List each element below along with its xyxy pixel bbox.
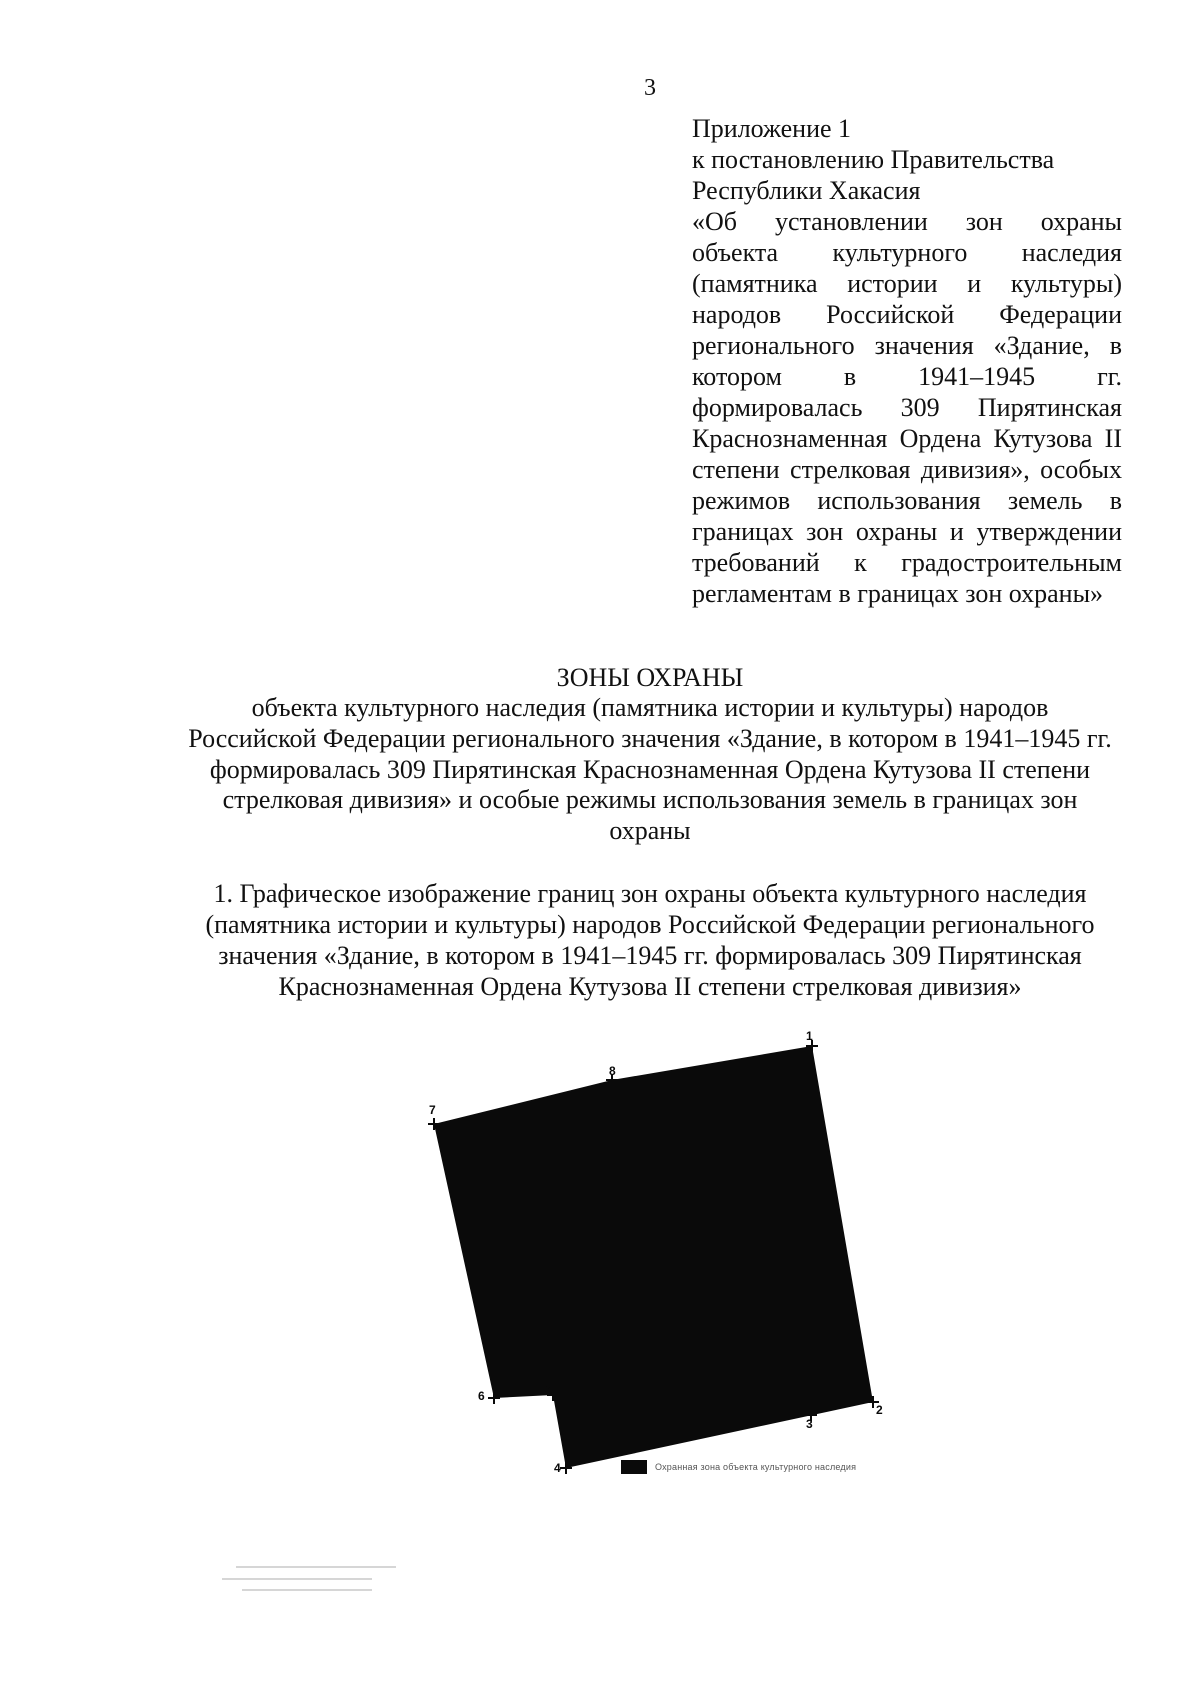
zone-subtitle-line: Российской Федерации регионального значения «Здание, в котором в 1941–1945 гг. (188, 723, 1112, 753)
appendix-line: Краснознаменная Ордена Кутузова II (692, 424, 1122, 453)
vertex-label-5: 5 (544, 1381, 551, 1395)
zone-subtitle-line: стрелковая дивизия» и особые режимы использования земель в границах зон (222, 785, 1078, 815)
protected-zone-polygon (434, 1046, 873, 1468)
appendix-line: требований к градостроительным (692, 548, 1122, 577)
legend-label: Охранная зона объекта культурного наследия (655, 1462, 857, 1472)
appendix-line: степени стрелковая дивизия», особых (692, 455, 1122, 484)
vertex-label-1: 1 (806, 1029, 813, 1043)
vertex-label-7: 7 (429, 1103, 436, 1117)
faint-stamp-mark (222, 1560, 422, 1600)
zone-subtitle-line: охраны (609, 816, 691, 846)
vertex-label-3: 3 (806, 1417, 813, 1431)
appendix-line: формировалась 309 Пирятинская (692, 393, 1122, 422)
appendix-line: к постановлению Правительства (692, 145, 1055, 174)
appendix-line: Республики Хакасия (692, 176, 921, 205)
appendix-line: «Об установлении зон охраны (692, 207, 1122, 236)
appendix-line: (памятника истории и культуры) (692, 269, 1122, 298)
appendix-line: регламентам в границах зон охраны» (692, 579, 1104, 608)
map-legend (621, 1459, 856, 1475)
section-heading-line: 1. Графическое изображение границ зон охраны объекта культурного наследия (213, 879, 1087, 908)
zone-title: ЗОНЫ ОХРАНЫ (556, 663, 744, 692)
appendix-line: народов Российской Федерации (692, 300, 1122, 329)
appendix-line: котором в 1941–1945 гг. (692, 362, 1122, 391)
vertex-label-6: 6 (478, 1389, 485, 1403)
appendix-line: объекта культурного наследия (692, 238, 1122, 267)
zone-subtitle-line: объекта культурного наследия (памятника истории и культуры) народов (251, 693, 1049, 722)
page-number: 3 (644, 75, 656, 101)
zone-subtitle-line: формировалась 309 Пирятинская Краснознаменная Ордена Кутузова II степени (209, 754, 1091, 784)
appendix-line: регионального значения «Здание, в (692, 331, 1122, 360)
vertex-label-4: 4 (554, 1461, 561, 1475)
vertex-label-8: 8 (609, 1064, 616, 1078)
appendix-line: границах зон охраны и утверждении (692, 517, 1122, 546)
legend-swatch (621, 1460, 647, 1474)
section-heading-line: значения «Здание, в котором в 1941–1945 гг. формировалась 309 Пирятинская (218, 941, 1082, 970)
appendix-line: режимов использования земель в (692, 486, 1122, 515)
section-heading-line: Краснознаменная Ордена Кутузова II степени стрелковая дивизия» (278, 972, 1022, 1001)
vertex-label-2: 2 (876, 1403, 883, 1417)
appendix-line: Приложение 1 (692, 114, 852, 143)
section-heading-line: (памятника истории и культуры) народов Российской Федерации регионального (205, 910, 1095, 939)
